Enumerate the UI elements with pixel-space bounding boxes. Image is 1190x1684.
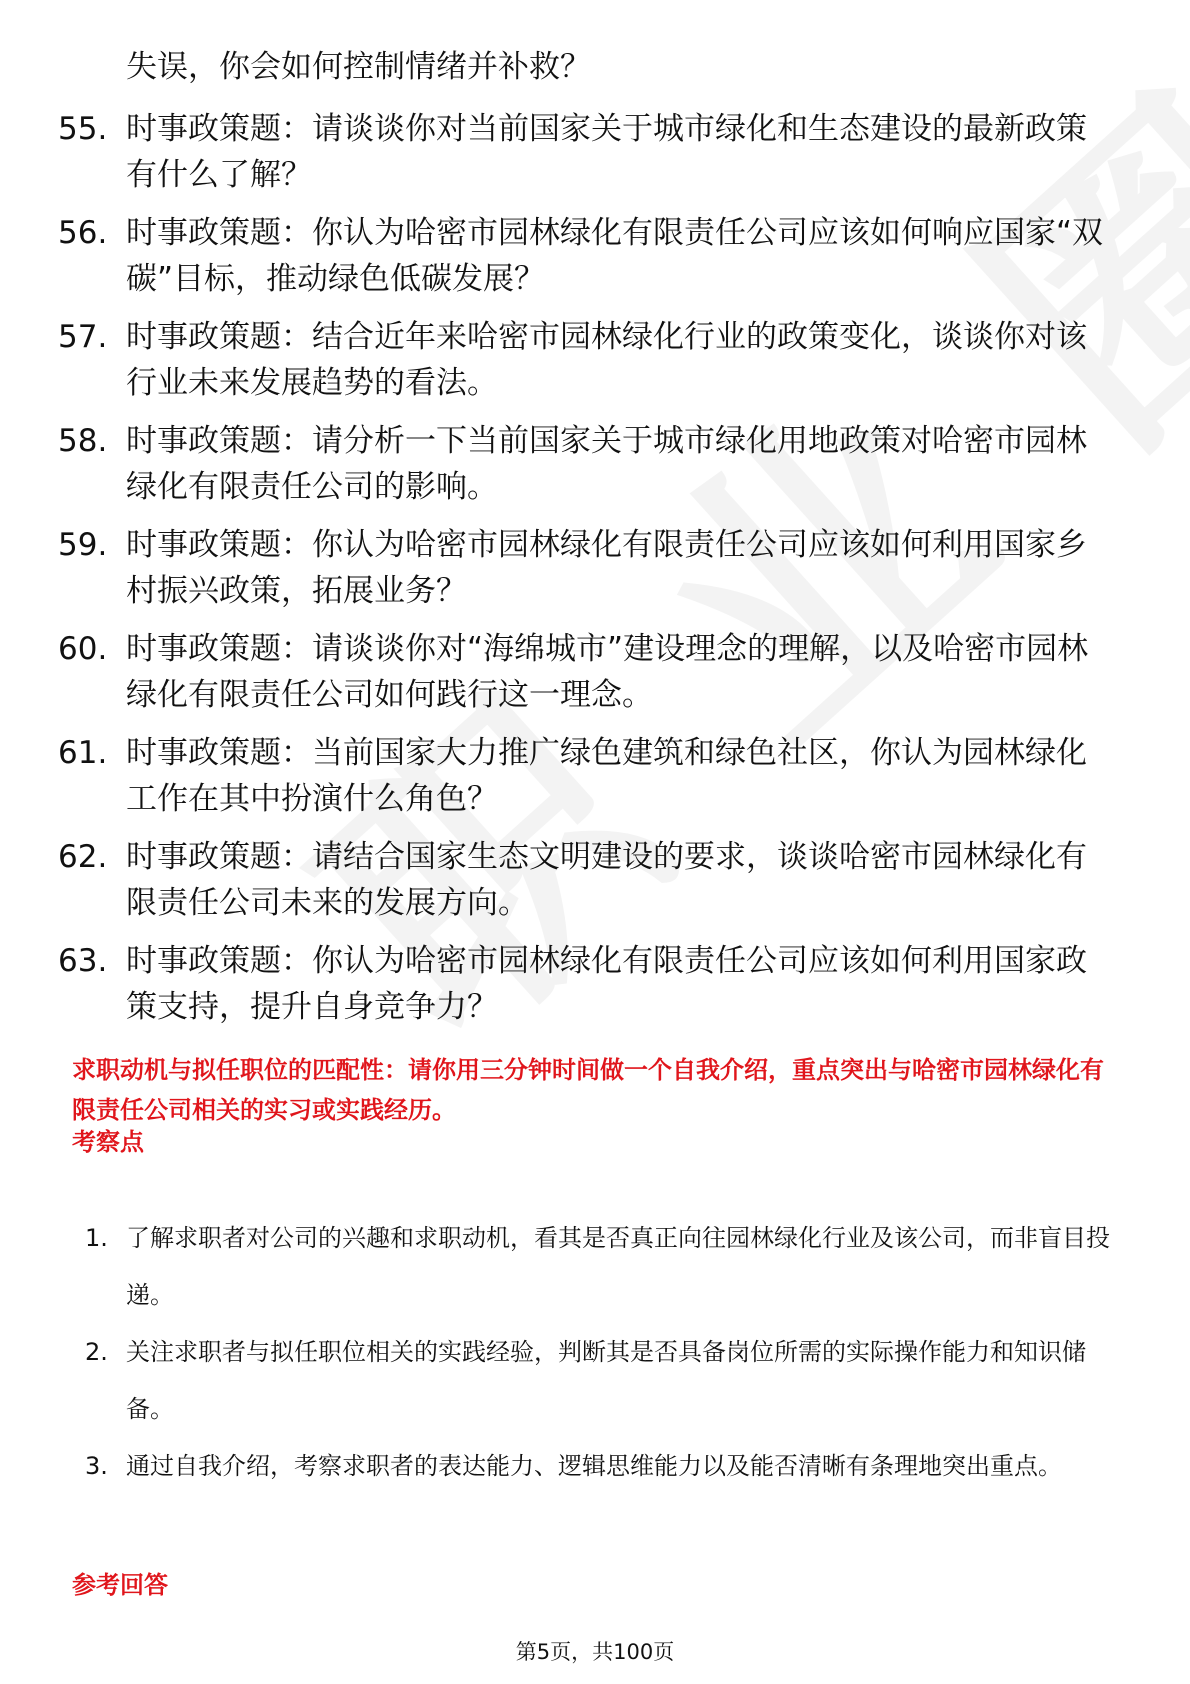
question-number: 61.	[58, 735, 108, 771]
question-list	[0, 106, 1190, 1042]
question-text: 时事政策题：请结合国家生态文明建设的要求，谈谈哈密市园林绿化有限责任公司未来的发展方向。	[126, 839, 1087, 921]
points-list	[0, 1210, 1190, 1552]
points-heading: 考察点	[72, 1128, 144, 1156]
question-number: 63.	[58, 943, 108, 979]
question-text: 时事政策题：请分析一下当前国家关于城市绿化用地政策对哈密市园林绿化有限责任公司的影响。	[126, 423, 1087, 505]
question-item	[0, 938, 1190, 1042]
question-item	[0, 730, 1190, 834]
answer-heading: 参考回答	[72, 1571, 168, 1599]
question-text: 时事政策题：你认为哈密市园林绿化有限责任公司应该如何利用国家政策支持，提升自身竞争力？	[126, 943, 1087, 1025]
page-footer: 第5页，共100页	[515, 1640, 675, 1664]
point-text: 了解求职者对公司的兴趣和求职动机，看其是否真正向往园林绿化行业及该公司，而非盲目投递。	[126, 1224, 1110, 1309]
question-item	[0, 626, 1190, 730]
question-item	[0, 210, 1190, 314]
question-text: 时事政策题：你认为哈密市园林绿化有限责任公司应该如何利用国家乡村振兴政策，拓展业务？	[126, 527, 1087, 609]
question-text: 时事政策题：请谈谈你对当前国家关于城市绿化和生态建设的最新政策有什么了解？	[126, 111, 1087, 193]
question-number: 59.	[58, 527, 108, 563]
question-text: 时事政策题：当前国家大力推广绿色建筑和绿色社区，你认为园林绿化工作在其中扮演什么角色？	[126, 735, 1087, 817]
question-number: 57.	[58, 319, 108, 355]
question-number: 62.	[58, 839, 108, 875]
question-text: 时事政策题：结合近年来哈密市园林绿化行业的政策变化，谈谈你对该行业未来发展趋势的看法。	[126, 319, 1087, 401]
question-continuation: 失误，你会如何控制情绪并补救？	[126, 49, 591, 85]
point-number: 3.	[85, 1452, 108, 1480]
question-number: 55.	[58, 111, 108, 147]
section-title: 求职动机与拟任职位的匹配性：请你用三分钟时间做一个自我介绍，重点突出与哈密市园林绿化有限责任公司相关的实习或实践经历。	[72, 1056, 1104, 1124]
question-item	[0, 314, 1190, 418]
point-item	[0, 1210, 1190, 1324]
question-number: 56.	[58, 215, 108, 251]
point-text: 通过自我介绍，考察求职者的表达能力、逻辑思维能力以及能否清晰有条理地突出重点。	[126, 1452, 1062, 1480]
question-item	[0, 522, 1190, 626]
question-text: 时事政策题：你认为哈密市园林绿化有限责任公司应该如何响应国家“双碳”目标，推动绿色低碳发展？	[126, 215, 1104, 297]
question-item	[0, 106, 1190, 210]
point-text: 关注求职者与拟任职位相关的实践经验，判断其是否具备岗位所需的实际操作能力和知识储备。	[126, 1338, 1086, 1423]
question-item	[0, 834, 1190, 938]
question-item	[0, 418, 1190, 522]
question-number: 58.	[58, 423, 108, 459]
point-item	[0, 1438, 1190, 1552]
point-number: 1.	[85, 1224, 108, 1252]
question-number: 60.	[58, 631, 108, 667]
point-item	[0, 1324, 1190, 1438]
question-text: 时事政策题：请谈谈你对“海绵城市”建设理念的理解，以及哈密市园林绿化有限责任公司如何践行这一理念。	[126, 631, 1089, 713]
point-number: 2.	[85, 1338, 108, 1366]
